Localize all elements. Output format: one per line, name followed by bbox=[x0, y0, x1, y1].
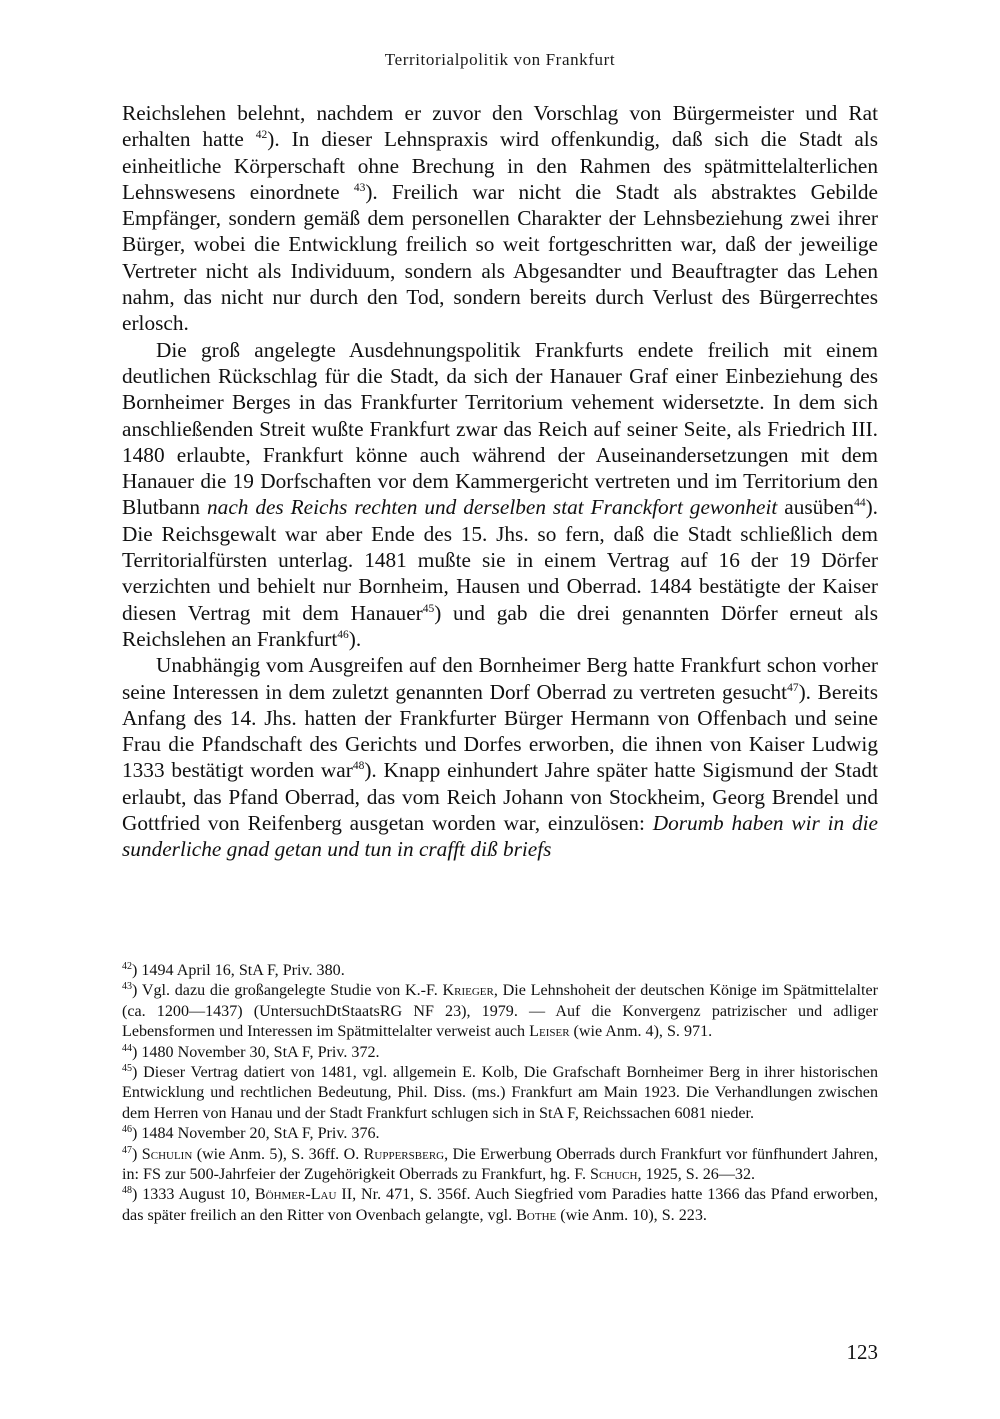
page-number: 123 bbox=[846, 1340, 878, 1364]
footnote-text: , 1925, S. 26—32. bbox=[637, 1166, 756, 1184]
author-name: Schulin bbox=[141, 1145, 193, 1163]
text-run: Reichslehen belehnt, nachdem er zuvor den Vorschlag von Bürgermeister und Rat erhalten hatte bbox=[122, 101, 878, 152]
footnote-number: 46 bbox=[122, 1124, 132, 1136]
text-run: Die groß angelegte Ausdehnungspolitik Frankfurts endete freilich mit einem deutlichen Rückschlag für die Stadt, da sich der Hanauer Graf einer Einbeziehung des Bornheimer Berges in das Frankfurter Territorium vehement widersetzte. In dem sich anschließenden Streit wußte Frankfurt zwar das Reich auf seiner Seite, als Friedrich III. 1480 erlaubte, Frankfurt könne auch während der Auseinandersetzungen mit dem Hanauer die 19 Dorfschaften vor dem Kammergericht vertreten und im Territorium den Blutbann bbox=[122, 337, 878, 520]
text-run: ). Die Reichsgewalt war aber Ende des 15. Jhs. so fern, daß die Stadt schließlich dem Territorialfürsten unterlag. 1481 mußte sie in einem Vertrag auf 16 der 19 Dörfer verzichten und behielt nur Bornheim, Hausen und Oberrad. 1484 bestätigte der Kaiser diesen Vertrag mit dem Hanauer bbox=[122, 495, 878, 625]
text-run: ). In dieser Lehnspraxis wird offenkundig, daß sich die Stadt als einheitliche Körperschaft ohne Brechung in den Rahmen des spätmittelalterlichen Lehnswesens einordnete bbox=[122, 127, 878, 204]
footnote-ref-43[interactable]: 43 bbox=[353, 181, 366, 194]
footnote-number: 45 bbox=[122, 1063, 132, 1075]
main-text bbox=[122, 100, 878, 863]
footnote-text: ) 1480 November 30, StA F, Priv. 372. bbox=[132, 1043, 380, 1061]
footnote-ref-44[interactable]: 44 bbox=[854, 497, 866, 510]
paragraph-1 bbox=[122, 100, 878, 337]
author-name: Böhmer-Lau bbox=[254, 1186, 337, 1204]
text-run: ). Bereits Anfang des 14. Jhs. hatten der Frankfurter Bürger Hermann von Offenbach und seine Frau die Pfandschaft des Gerichts und Dorfes erworben, die ihnen von Kaiser Ludwig 1333 bestätigt worden war bbox=[122, 679, 878, 783]
footnote-number: 43 bbox=[122, 981, 132, 993]
footnote-48 bbox=[122, 1185, 878, 1226]
text-run: ). Knapp einhundert Jahre später hatte Sigismund der Stadt erlaubt, das Pfand Oberrad, das vom Reich Johann von Stockheim, Georg Brendel und Gottfried von Reifenberg ausgetan worden war, einzulösen: bbox=[122, 758, 878, 836]
footnote-text: ) 1494 April 16, StA F, Priv. 380. bbox=[132, 962, 345, 979]
text-run: ). bbox=[348, 626, 362, 651]
quotation: Dorumb haben wir in die sunderliche gnad getan und tun in crafft diß briefs bbox=[122, 811, 878, 862]
footnote-ref-46[interactable]: 46 bbox=[337, 628, 349, 641]
footnotes bbox=[122, 961, 878, 1226]
footnote-ref-48[interactable]: 48 bbox=[352, 760, 365, 773]
footnote-text: ) 1333 August 10, bbox=[132, 1186, 255, 1204]
text-run: Unabhängig vom Ausgreifen auf den Bornheimer Berg hatte Frankfurt schon vorher seine Interessen in dem zuletzt genannten Dorf Oberrad zu vertreten gesucht bbox=[122, 653, 878, 704]
footnote-text: (wie Anm. 10), S. 223. bbox=[556, 1206, 707, 1224]
footnote-42 bbox=[122, 961, 878, 981]
footnote-43 bbox=[122, 981, 878, 1042]
footnote-text: , Die Lehnshoheit der deutschen Könige im Spätmittelalter (ca. 1200—1437) (UntersuchDtStaatsRG NF 23), 1979. — Auf die Konvergenz patrizischer und adliger Lebensformen und Interessen im Spätmittelalter verweist auch bbox=[122, 982, 878, 1041]
footnote-text: , Die Erwerbung Oberrads durch Frankfurt vor fünfhundert Jahren, in: FS zur 500-Jahrfeier der Zugehörigkeit Oberrads zu Frankfurt, hg. F. bbox=[122, 1145, 878, 1184]
footnote-text: ) Vgl. dazu die großangelegte Studie von K.-F. bbox=[132, 982, 443, 1000]
footnote-ref-42[interactable]: 42 bbox=[255, 129, 268, 142]
running-head: Territorialpolitik von Frankfurt bbox=[384, 50, 616, 69]
footnote-number: 42 bbox=[122, 961, 132, 972]
footnote-46 bbox=[122, 1124, 878, 1144]
footnote-ref-45[interactable]: 45 bbox=[422, 602, 435, 615]
footnote-text: (wie Anm. 4), S. 971. bbox=[569, 1023, 713, 1041]
footnote-text: ) 1484 November 20, StA F, Priv. 376. bbox=[132, 1125, 380, 1143]
footnote-47 bbox=[122, 1145, 878, 1186]
text-run: ausüben bbox=[777, 495, 855, 520]
author-name: Krieger bbox=[442, 982, 494, 1000]
footnote-text: (wie Anm. 5), S. 36ff. O. bbox=[192, 1145, 364, 1163]
footnote-text: II, Nr. 471, S. 356f. Auch Siegfried vom Paradies hatte 1366 das Pfand erworben, das später freilich an den Ritter von Ovenbach gelangte, vgl. bbox=[122, 1186, 878, 1224]
author-name: Ruppersberg bbox=[363, 1145, 445, 1163]
footnote-text: ) bbox=[132, 1145, 142, 1163]
text-run: ) und gab die drei genannten Dörfer erneut als Reichslehen an Frankfurt bbox=[122, 600, 879, 651]
footnote-44 bbox=[122, 1043, 878, 1063]
footnote-ref-47[interactable]: 47 bbox=[787, 681, 799, 694]
quotation: nach des Reichs rechten und derselben stat Franckfort gewonheit bbox=[207, 495, 778, 520]
footnote-45 bbox=[122, 1063, 878, 1124]
text-run: ). Freilich war nicht die Stadt als abstraktes Gebilde Empfänger, sondern gemäß dem personellen Charakter der Lehnsbeziehung zwei ihrer Bürger, wobei die Entwicklung freilich so weit fortgeschritten war, daß der jeweilige Vertreter nicht als Individuum, sondern als Abgesandter und Beauftragter das Lehen nahm, das nicht nur durch den Tod, sondern bereits durch Verlust des Bürgerrechtes erlosch. bbox=[122, 179, 878, 336]
author-name: Leiser bbox=[529, 1023, 570, 1041]
footnote-number: 44 bbox=[122, 1042, 132, 1054]
paragraph-2 bbox=[122, 337, 878, 653]
author-name: Bothe bbox=[516, 1206, 557, 1224]
footnote-number: 48 bbox=[122, 1185, 132, 1197]
author-name: Schuch bbox=[590, 1166, 638, 1184]
paragraph-3 bbox=[122, 652, 878, 862]
footnote-number: 47 bbox=[122, 1144, 132, 1156]
footnote-text: ) Dieser Vertrag datiert von 1481, vgl. allgemein E. Kolb, Die Grafschaft Bornheimer Berg in ihrer historischen Entwicklung und rechtlichen Bedeutung, Phil. Diss. (ms.) Frankfurt am Main 1923. Die Verhandlungen zwischen dem Herren von Hanau und der Stadt Frankfurt schlugen sich in StA F, Reichssachen 6081 nieder. bbox=[122, 1064, 878, 1122]
